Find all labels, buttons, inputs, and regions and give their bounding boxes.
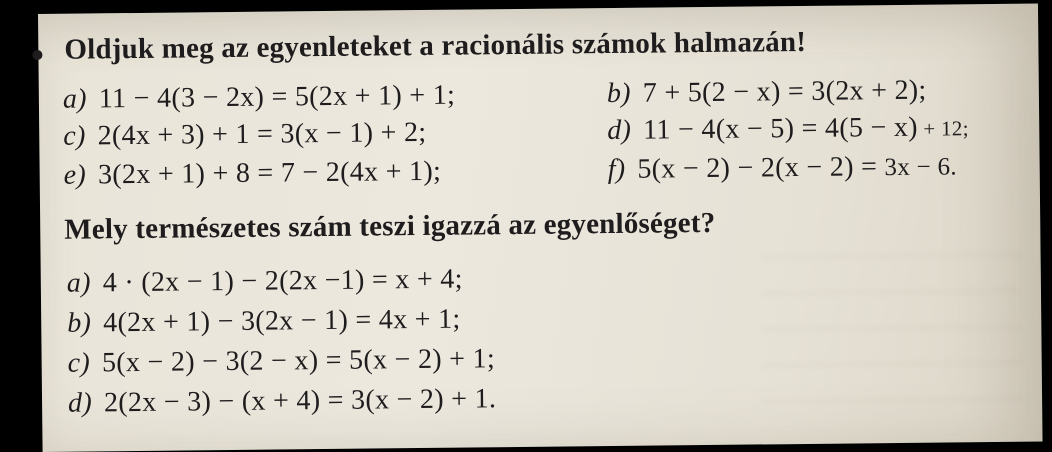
equation-e-text: 3(2x + 1) + 8 = 7 − 2(4x + 1);: [97, 155, 442, 191]
equation-2b-text: 4(2x + 1) − 3(2x − 1) = 4x + 1;: [103, 303, 461, 339]
label-2c: c): [67, 347, 91, 379]
bullet-mark: [32, 50, 42, 60]
label-b: b): [606, 77, 631, 110]
equation-2a-text: 4 · (2x − 1) − 2(2x −1) = x + 4;: [102, 263, 463, 299]
equation-d-text: 11 − 4(x − 5) = 4(5 − x): [643, 111, 918, 146]
textbook-page: [38, 4, 1043, 452]
section2-heading: Mely természetes szám teszi igazzá az egyenlőséget?: [64, 206, 716, 246]
equation-b-text: 7 + 5(2 − x) = 3(2x + 2);: [642, 74, 927, 109]
equation-f-tail: 3x − 6.: [884, 153, 958, 182]
label-2b: b): [67, 307, 92, 339]
equation-f: [607, 150, 957, 186]
bleed-through-text: [760, 234, 1022, 437]
label-f: f): [607, 153, 626, 186]
equation-2c-text: 5(x − 2) − 3(2 − x) = 5(x − 2) + 1;: [101, 343, 496, 379]
equation-2d: [68, 383, 496, 419]
label-a: a): [62, 83, 87, 115]
section1-heading: Oldjuk meg az egyenleteket a racionális számok halmazán!: [64, 25, 807, 66]
label-2a: a): [66, 267, 91, 299]
equation-c: [63, 117, 426, 153]
label-d: d): [607, 114, 632, 147]
label-2d: d): [67, 387, 93, 419]
equation-2a: [67, 264, 463, 300]
equation-e: [64, 156, 442, 192]
equation-c-text: 2(4x + 3) + 1 = 3(x − 1) + 2;: [97, 116, 427, 152]
equation-a: [63, 80, 456, 116]
equation-a-text: 11 − 4(3 − 2x) = 5(2x + 1) + 1;: [98, 79, 456, 115]
equation-2c: [67, 343, 495, 379]
equation-2d-text: 2(2x − 3) − (x + 4) = 3(x − 2) + 1.: [103, 383, 497, 419]
equation-2b: [67, 304, 461, 340]
equation-d-tail: + 12;: [917, 116, 969, 141]
equation-b: [607, 75, 927, 110]
label-c: c): [63, 120, 86, 152]
equation-f-text: 5(x − 2) − 2(x − 2) =: [637, 151, 885, 185]
label-e: e): [63, 159, 87, 191]
equation-d: [607, 111, 969, 147]
